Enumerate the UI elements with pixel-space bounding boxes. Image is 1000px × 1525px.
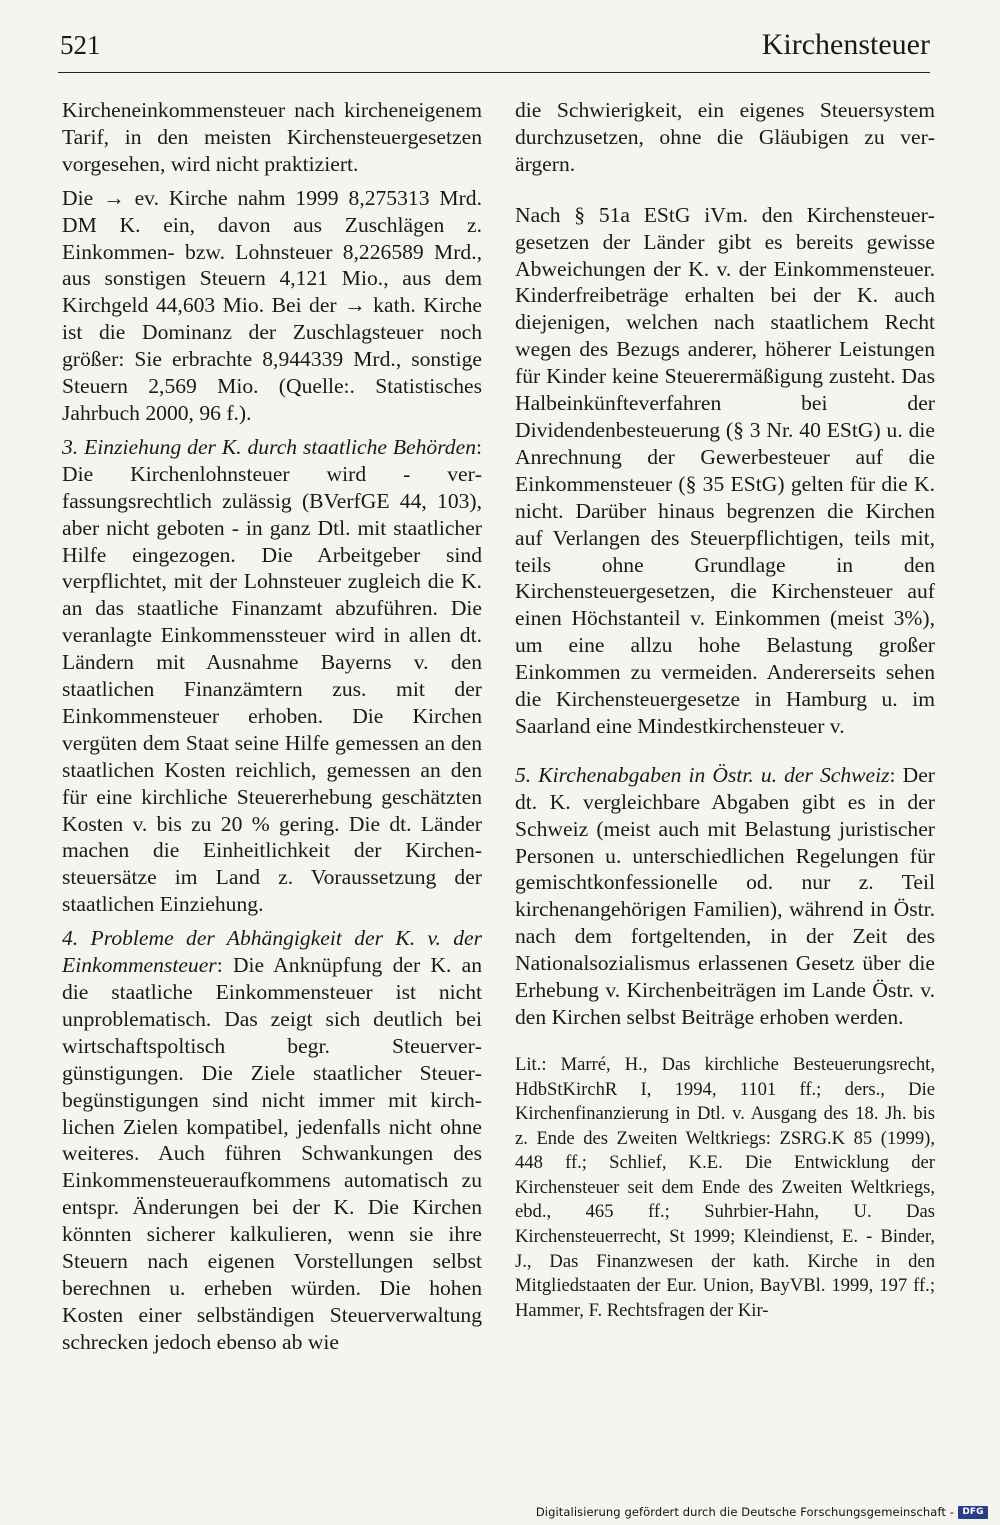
section-5 (515, 762, 935, 1031)
footer-text: Digitalisierung gefördert durch die Deutsche Forschungsgemeinschaft - (535, 1505, 954, 1519)
page-number: 521 (60, 30, 101, 60)
paragraph: Die → ev. Kirche nahm 1999 8,275313 Mrd. DM K. ein, davon aus Zuschlägen z. Einkommen- bzw. Lohnsteuer 8,226589 Mrd., aus sonstigen Steuern 4,121 Mio., aus dem Kirchgeld 44,603 Mio. Bei der → kath. Kirche ist die Dominanz der Zuschlagsteuer noch größer: Sie erbrachte 8,944339 Mrd., sonstige Steuern 2,569 Mio. (Quelle:. Statistisches Jahrbuch 2000, 96 f.). (62, 185, 482, 425)
section-heading: 5. Kirchenabgaben in Östr. u. der Schweiz (515, 762, 890, 787)
paragraph: Kircheneinkommensteuer nach kircheneigenem Tarif, in den meisten Kirchensteuergesetzen vorgesehen, wird nicht praktiziert. (62, 98, 482, 176)
section-text: : Die Anknüpfung der K. an die staatliche Einkommensteuer ist nicht unproblematisch. Das zeigt sich deutlich bei wirtschaftspoltisch begr. Steuervergünstigungen. Die Ziele staatlicher Steuerbegünstigungen sind nicht immer mit kirchlichen Zielen kompatibel, jedenfalls nicht ohne weiteres. Auch führen Schwankungen des Einkommensteueraufkommens automatisch zu entspr. Änderungen bei der K. Die Kirchen könnten sicherer kalkulieren, wenn sie ihre Steuern nach eigenen Vorstellungen selbst berechnen u. erheben würden. Die hohen Kosten einer selbständigen Steuerverwaltung schrecken jedoch ebenso ab wie (62, 953, 482, 1354)
section-text: : Der dt. K. vergleichbare Abgaben gibt es in der Schweiz (meist auch mit Belastung juristischer Personen u. unterschiedlichen Regelungen für gemischtkonfessionelle od. nur z. Teil kirchenangehörigen Familien), während in Östr. nach dem fortgeltenden, in der Zeit des Nationalsozialismus erlassenen Gesetz über die Erhebung v. Kirchenbeiträgen im Lande Östr. v. den Kirchen selbst Beiträge erhoben werden. (515, 762, 935, 1029)
header-rule (58, 72, 930, 73)
running-title: Kirchensteuer (761, 28, 930, 61)
section-4 (62, 925, 482, 1356)
paragraph: Nach § 51a EStG iVm. den Kirchensteuergesetzen der Länder gibt es bereits gewisse Abweichungen der K. v. der Einkommensteuer. Kinderfreibeträge erhalten bei der K. auch diejenigen, welchen nach staatlichem Recht wegen des Bezugs anderer, höherer Leistungen für Kinder keine Steuerermäßigung zusteht. Das Halbeinkünfteverfahren bei der Dividendenbesteuerung (§ 3 Nr. 40 EStG) u. die Anrechnung der Gewerbesteuer auf die Einkommensteuer (§ 35 EStG) gelten für die K. nicht. Darüber hinaus begrenzen die Kirchen auf Verlangen des Steuerpflichtigen, teils mit, teils ohne Grundlage in den Kirchensteuergesetzen, die Kirchensteuer auf einen Höchstanteil v. Einkommen (meist 3%), um eine allzu hohe Belastung großer Einkommen zu vermeiden. Andererseits sehen die Kirchensteuergesetze in Hamburg u. im Saarland eine Mindestkirchensteuer v. (515, 202, 935, 738)
section-3 (62, 434, 482, 918)
section-text: : Die Kirchenlohnsteuer wird - verfassungsrechtlich zulässig (BVerfGE 44, 103), aber nicht geboten - in ganz Dtl. mit staatlicher Hilfe eingezogen. Die Arbeitgeber sind verpflichtet, mit der Lohnsteuer zugleich die K. an das staatliche Finanzamt abzuführen. Die veranlagte Einkommenssteuer wird in allen dt. Ländern mit Ausnahme Bayerns v. den staatlichen Finanzämtern zus. mit der Einkommensteuer erhoben. Die Kirchen vergüten dem Staat seine Hilfe gemessen an den staatlichen Kosten reichlich, gemessen an den für eine kirchliche Steuererhebung geschätzten Kosten v. bis zu 20 % gering. Die dt. Länder machen die Einheitlichkeit der Kirchensteuersätze im Land z. Voraussetzung der staatlichen Einziehung. (62, 434, 482, 917)
dfg-logo-icon: DFG (958, 1506, 988, 1519)
paragraph: die Schwierigkeit, ein eigenes Steuersystem durchzusetzen, ohne die Gläubigen zu verärgern. (515, 98, 935, 176)
right-column (515, 97, 935, 1330)
section-heading: 4. Probleme der Abhängigkeit der K. v. der Einkommensteuer (62, 926, 482, 978)
section-heading: 3. Einziehung der K. durch staatliche Behörden (62, 434, 476, 459)
literature-references: Lit.: Marré, H., Das kirchliche Besteuerungsrecht, HdbStKirchR I, 1994, 1101 ff.; ders., Die Kirchenfinanzierung in Dtl. v. Ausgang des 18. Jh. bis z. Ende des Zweiten Weltkriegs: ZSRG.K 85 (1999), 448 ff.; Schlief, K.E. Die Entwicklung der Kirchensteuer seit dem Ende des Zweiten Weltkriegs, ebd., 465 ff.; Suhrbier-Hahn, U. Das Kirchensteuerrecht, St 1999; Kleindienst, E. - Binder, J., Das Finanzwesen der kath. Kirche in den Mitgliedstaaten der Eur. Union, BayVBl. 1999, 197 ff.; Hammer, F. Rechtsfragen der Kir- (515, 1053, 935, 1321)
left-column (62, 97, 482, 1363)
digitization-footer (536, 1505, 988, 1519)
